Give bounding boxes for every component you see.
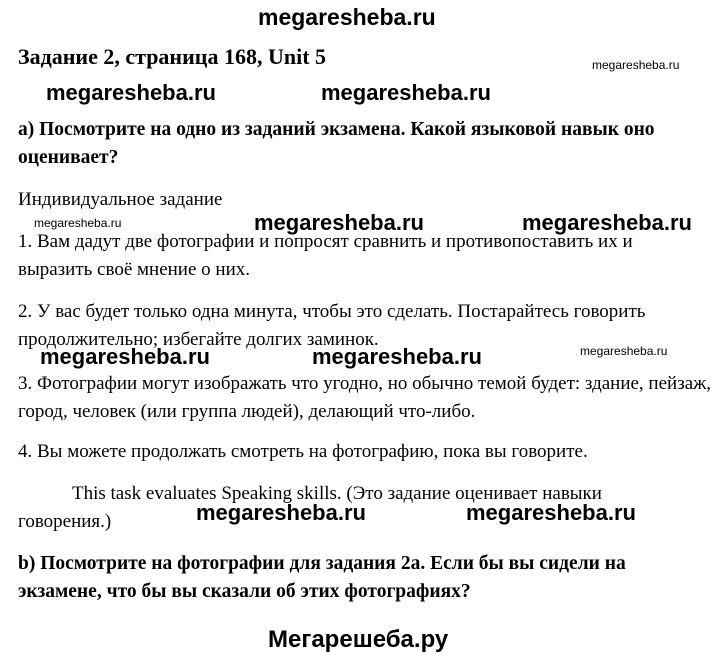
individual-task-label: Индивидуальное задание	[18, 189, 223, 210]
watermark-big: megaresheba.ru	[40, 344, 210, 369]
watermark-big: megaresheba.ru	[466, 500, 636, 525]
question-b: b) Посмотрите на фотографии для задания 2а. Если бы вы сидели на экзамене, что бы вы сказали об этих фотографиях?	[18, 553, 626, 602]
watermark-small: megaresheba.ru	[592, 58, 680, 72]
watermark-big: megaresheba.ru	[312, 344, 482, 369]
list-item: 3. Фотографии могут изображать что угодно, но обычно темой будет: здание, пейзаж, город, человек (или группа людей), делающий что-либо.	[18, 373, 712, 422]
list-item: 4. Вы можете продолжать смотреть на фотографию, пока вы говорите.	[18, 441, 588, 462]
evaluation-text-line1: This task evaluates Speaking skills. (Это задание оценивает навыки	[72, 483, 602, 504]
watermark-big: megaresheba.ru	[522, 210, 692, 235]
footer-logo: Мегарешеба.ру	[268, 626, 449, 653]
watermark-big: megaresheba.ru	[321, 80, 491, 105]
question-a: а) Посмотрите на одно из заданий экзамена. Какой языковой навык оно оценивает?	[18, 119, 655, 168]
list-item: 1. Вам дадут две фотографии и попросят сравнить и противопоставить их и выразить своё мнение о них.	[18, 231, 633, 280]
watermark-small: megaresheba.ru	[580, 344, 668, 358]
list-item: 2. У вас будет только одна минута, чтобы это сделать. Постарайтесь говорить продолжительно; избегайте долгих заминок.	[18, 301, 646, 350]
watermark-big: megaresheba.ru	[254, 210, 424, 235]
watermark-small: megaresheba.ru	[34, 216, 122, 230]
watermark-big: megaresheba.ru	[196, 500, 366, 525]
watermark-big: megaresheba.ru	[46, 80, 216, 105]
page-title: Задание 2, страница 168, Unit 5	[18, 44, 327, 69]
watermark-top: megaresheba.ru	[258, 4, 436, 30]
evaluation-text-line2: говорения.)	[18, 511, 112, 532]
